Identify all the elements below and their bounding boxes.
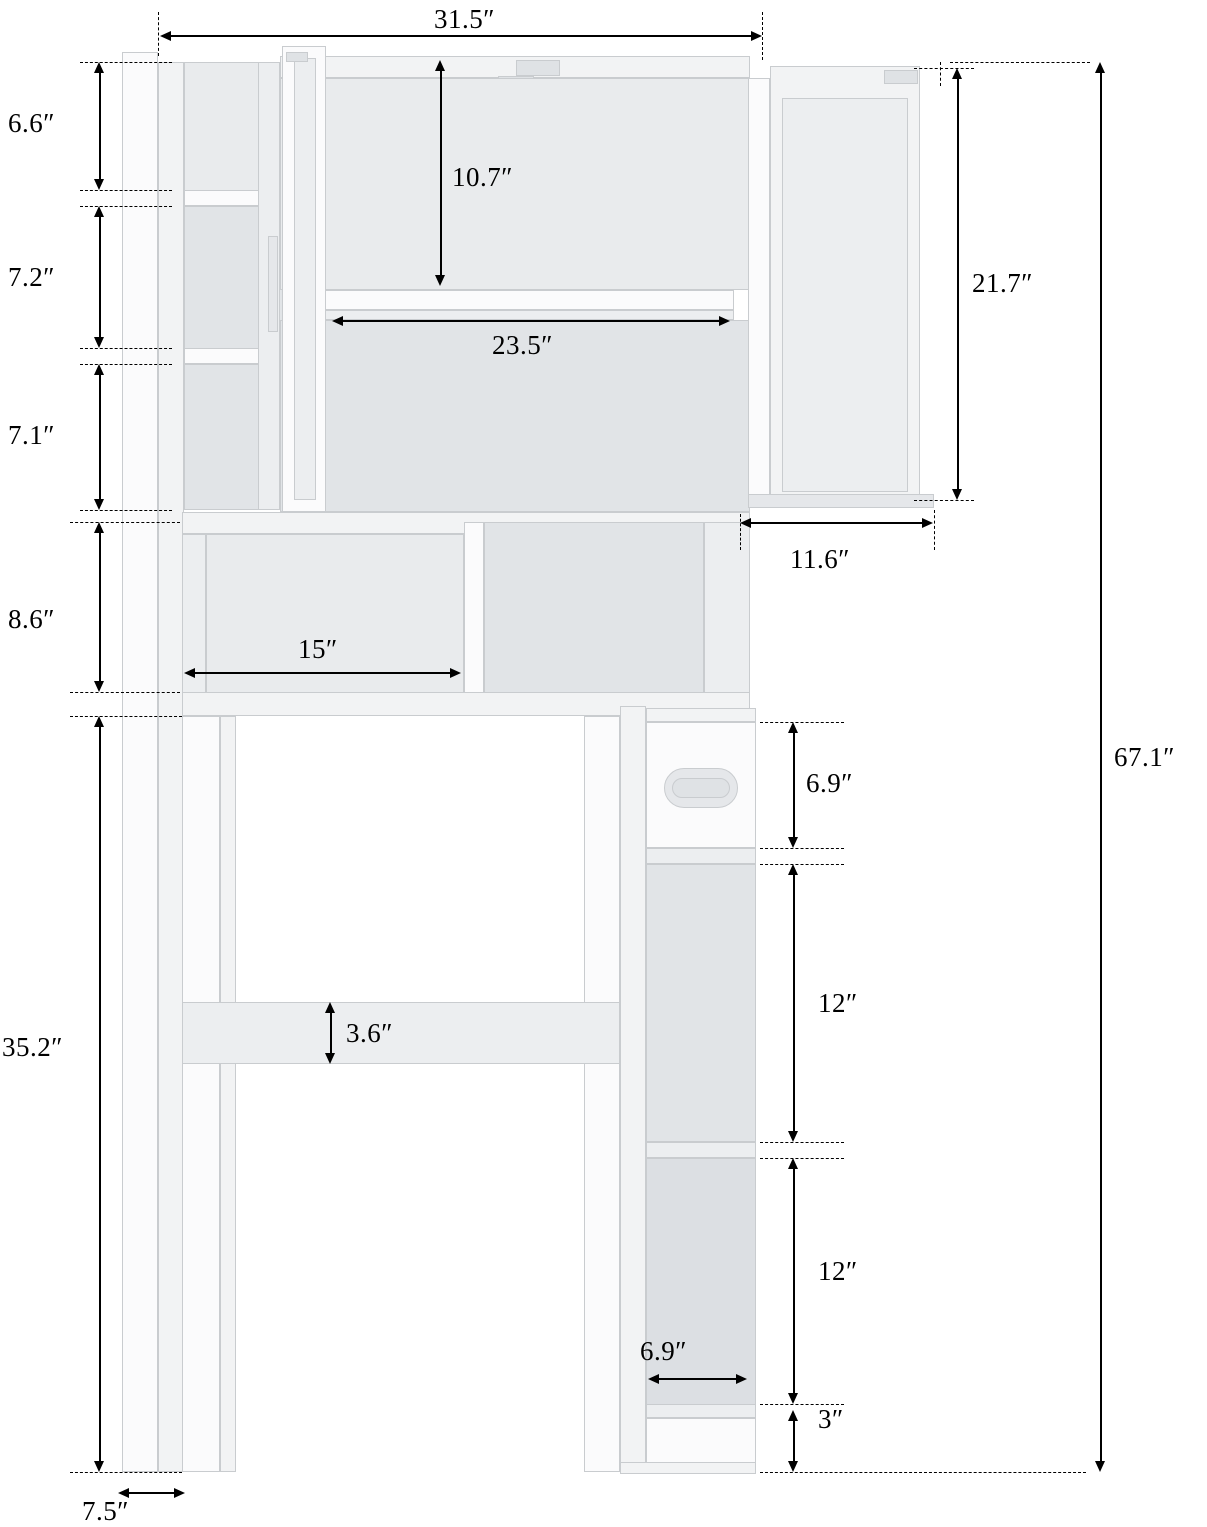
- dim-side-shelf-upper-label: 12″: [818, 988, 858, 1018]
- dim-107-arrow-down: [435, 275, 445, 286]
- dim-15-arrow-right: [450, 668, 461, 678]
- dim-36-line: [330, 1008, 332, 1058]
- ext-69-top: [760, 722, 844, 723]
- dim-15-arrow-left: [184, 668, 195, 678]
- adjustable-shelf: [324, 290, 734, 310]
- dim-upper-cabinet-height-label: 21.7″: [972, 268, 1033, 298]
- drawer-handle: [672, 778, 730, 798]
- dim-107-arrow-up: [435, 60, 445, 71]
- dim-12b-arrow-up: [788, 1158, 798, 1169]
- dim-66-line: [99, 68, 101, 184]
- ext-217-bottom: [914, 500, 974, 501]
- ext-12a-bottom: [760, 1142, 844, 1143]
- dim-12a-arrow-up: [788, 864, 798, 875]
- dim-235-line: [340, 320, 726, 322]
- open-shelf-center-divider: [464, 522, 484, 708]
- left-door-hinge-top: [286, 52, 308, 62]
- dim-36-arrow-down: [325, 1053, 335, 1064]
- dim-depth-arrow-right: [174, 1488, 185, 1498]
- dim-235-arrow-right: [719, 316, 730, 326]
- dim-352-line: [99, 722, 101, 1466]
- dim-235-arrow-left: [332, 316, 343, 326]
- dim-cubby-width-label: 15″: [298, 634, 338, 664]
- dim-69w-arrow-left: [648, 1374, 659, 1384]
- ext-671-top: [950, 62, 1090, 63]
- right-tower-divider-1: [646, 848, 756, 864]
- ext-217-top-helper: [940, 62, 941, 86]
- ext-352-top: [70, 716, 182, 717]
- ext-66-bottom: [80, 190, 172, 191]
- dim-12b-arrow-down: [788, 1393, 798, 1404]
- dim-69-arrow-down: [788, 837, 798, 848]
- dim-door-depth-label: 11.6″: [790, 544, 850, 574]
- dim-crossbar-height-label: 3.6″: [346, 1018, 393, 1048]
- right-tower-shelf-upper: [646, 864, 756, 1142]
- dim-3-arrow-down: [788, 1461, 798, 1472]
- dim-3-line: [793, 1416, 795, 1466]
- upper-cabinet-interior-top: [280, 78, 750, 290]
- dim-bottom-gap-label: 3″: [818, 1404, 844, 1434]
- leg-right-inner-upper: [584, 716, 620, 1472]
- dim-86-arrow-up: [94, 522, 104, 533]
- dim-side-shelf-lower-label: 12″: [818, 1256, 858, 1286]
- dim-71-arrow-down: [94, 499, 104, 510]
- dim-side-shelf-width-label: 6.9″: [640, 1336, 687, 1366]
- ext-width-left: [158, 12, 159, 56]
- right-tower-divider-3: [646, 1404, 756, 1418]
- right-door-handle: [884, 70, 918, 84]
- dim-top-left-section-label: 6.6″: [8, 108, 55, 138]
- dim-36-arrow-up: [325, 1002, 335, 1013]
- dim-217-arrow-down: [952, 489, 962, 500]
- dim-116-arrow-right: [922, 518, 933, 528]
- right-tower-divider-2: [646, 1142, 756, 1158]
- ext-12b-top: [760, 1158, 844, 1159]
- dim-12b-line: [793, 1164, 795, 1398]
- left-side-panel-inner: [158, 62, 184, 1472]
- cabinet-top-panel: [280, 56, 750, 78]
- cross-bar: [182, 1002, 620, 1064]
- dim-69w-arrow-right: [736, 1374, 747, 1384]
- dim-72-arrow-down: [94, 337, 104, 348]
- dim-116-arrow-left: [740, 518, 751, 528]
- ext-12a-top: [760, 864, 844, 865]
- dim-217-line: [957, 74, 959, 494]
- open-cubby-right: [484, 522, 704, 708]
- dim-overall-height-label: 67.1″: [1114, 742, 1175, 772]
- ext-width-right: [762, 12, 763, 60]
- dim-width-arrow-left: [160, 31, 171, 41]
- right-tower-top: [646, 708, 756, 722]
- dim-72-line: [99, 212, 101, 342]
- left-door-handle: [268, 236, 278, 332]
- dim-drawer-height-label: 6.9″: [806, 768, 853, 798]
- open-cubby-left: [206, 534, 464, 708]
- ext-69-bottom: [760, 848, 844, 849]
- dim-69w-line: [656, 1378, 742, 1380]
- dim-3-arrow-up: [788, 1410, 798, 1421]
- dim-69-arrow-up: [788, 722, 798, 733]
- dim-mid-left-section-label: 7.2″: [8, 262, 55, 292]
- dim-upper-cabinet-inner-label: 10.7″: [452, 162, 513, 192]
- ext-86-bottom: [70, 692, 180, 693]
- ext-72-bottom: [80, 348, 172, 349]
- leg-left-inner: [220, 716, 236, 1472]
- adjustable-shelf-edge: [324, 310, 734, 320]
- dim-86-arrow-down: [94, 681, 104, 692]
- dim-671-arrow-down: [1095, 1461, 1105, 1472]
- dim-72-arrow-up: [94, 206, 104, 217]
- dim-352-arrow-down: [94, 1461, 104, 1472]
- ext-86-top: [70, 522, 180, 523]
- ext-352-bottom: [70, 1472, 182, 1473]
- wall-mount-bracket: [516, 60, 560, 76]
- dim-lower-left-section-label: 7.1″: [8, 420, 55, 450]
- dim-width-line: [166, 35, 756, 37]
- right-door-open: [748, 78, 770, 508]
- ext-116-right: [934, 510, 935, 550]
- dim-217-arrow-up: [952, 68, 962, 79]
- dim-86-line: [99, 528, 101, 686]
- dim-671-line: [1100, 68, 1102, 1466]
- dim-12a-line: [793, 870, 795, 1136]
- dim-352-arrow-up: [94, 716, 104, 727]
- dim-71-line: [99, 370, 101, 504]
- ext-71-bottom: [80, 510, 172, 511]
- dim-107-line: [440, 66, 442, 280]
- ext-3-bottom: [760, 1472, 1086, 1473]
- dim-12a-arrow-down: [788, 1131, 798, 1142]
- dim-overall-width-label: 31.5″: [434, 4, 495, 34]
- dim-depth-label: 7.5″: [82, 1496, 129, 1526]
- dim-116-line: [746, 522, 928, 524]
- dim-shelf-width-label: 23.5″: [492, 330, 553, 360]
- dim-15-line: [192, 672, 458, 674]
- dim-open-shelf-height-label: 8.6″: [8, 604, 55, 634]
- dim-66-arrow-down: [94, 179, 104, 190]
- open-shelf-left-side: [182, 534, 206, 708]
- right-door-bottom-edge: [748, 494, 934, 508]
- open-shelf-right-side: [704, 522, 750, 708]
- right-tower-bottom-edge: [620, 1462, 756, 1474]
- right-door-inner-panel: [782, 98, 908, 492]
- dim-legs-height-label: 35.2″: [2, 1032, 63, 1062]
- dim-69-line: [793, 728, 795, 842]
- leg-left-front: [182, 716, 220, 1472]
- left-door-open-inner-face: [294, 58, 316, 500]
- ext-217-top: [914, 68, 974, 69]
- dim-width-arrow-right: [751, 31, 762, 41]
- dim-671-arrow-up: [1095, 62, 1105, 73]
- dim-71-arrow-up: [94, 364, 104, 375]
- left-side-panel-front: [122, 52, 158, 1472]
- dim-66-arrow-up: [94, 62, 104, 73]
